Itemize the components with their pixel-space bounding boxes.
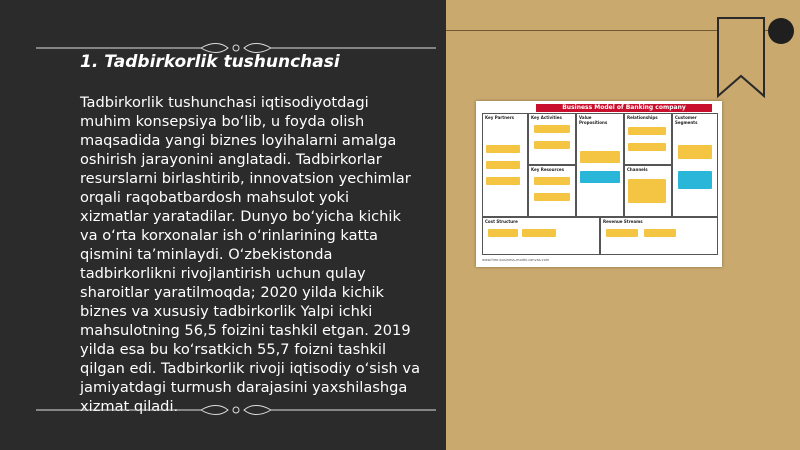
cell-label: Relationships [627,115,658,120]
sticky-note [628,143,666,151]
cell-key-activities [528,113,576,165]
cell-customer-segments [672,113,718,217]
sticky-note [644,229,676,237]
cell-label: Key Partners [485,115,515,120]
canvas-header: Business Model of Banking company [536,104,712,112]
sticky-note [580,171,620,183]
dark-circle-decoration [768,18,794,44]
sticky-note [486,161,520,169]
sticky-note [486,145,520,153]
cell-label: Value Propositions [579,115,608,125]
cell-label: Customer Segments [675,115,698,125]
cell-relationships [624,113,672,165]
bookmark-ribbon-icon [716,0,766,100]
cell-label: Key Resources [531,167,564,172]
canvas-footer-url: www.free-business-model-canvas.com [482,258,550,262]
sticky-note [534,177,570,185]
sticky-note [488,229,518,237]
sticky-note [606,229,638,237]
sticky-note [486,177,520,185]
slide-title: 1. Tadbirkorlik tushunchasi [80,52,340,72]
sticky-note [628,127,666,135]
cell-label: Cost Structure [485,219,518,224]
sticky-note [534,125,570,133]
ornament-divider-bottom [36,404,436,416]
sticky-note [534,193,570,201]
sticky-note [580,151,620,163]
slide-body-text: Tadbirkorlik tushunchasi iqtisodiyotdagi muhim konsepsiya bo‘lib, u foyda olish maqsadida yangi biznes loyihalarni amalga oshirish jarayonini anglatadi. Tadbirkorlar resurslarni birlashtirib, innovatsion yechimlar orqali raqobatbardosh mahsulot yoki xizmatlar yaratadilar. Dunyo bo‘yicha kichik va o‘rta korxonalar ish o‘rinlarining katta qismini ta’minlaydi. O‘zbekistonda tadbirkorlikni rivojlantirish uchun qulay sharoitlar yaratilmoqda; 2020 yilda kichik biznes va xususiy tadbirkorlik Yalpi ichki mahsulotning 56,5 foizini tashkil etgan. 2019 yilda esa bu ko‘rsatkich 55,7 foizni tashkil qilgan edi. Tadbirkorlik rivoji iqtisodiy o‘sish va jamiyatdagi turmush darajasini yaxshilashga xizmat qiladi. [80,94,421,415]
sticky-note [678,171,712,189]
sticky-note [522,229,556,237]
sticky-note [534,141,570,149]
cell-label: Revenue Streams [603,219,643,224]
business-model-canvas-image [476,101,722,267]
cell-label: Channels [627,167,648,172]
cell-label: Key Activities [531,115,562,120]
cell-value-propositions [576,113,624,217]
cell-key-resources [528,165,576,217]
sticky-note [628,179,666,203]
sticky-note [678,145,712,159]
